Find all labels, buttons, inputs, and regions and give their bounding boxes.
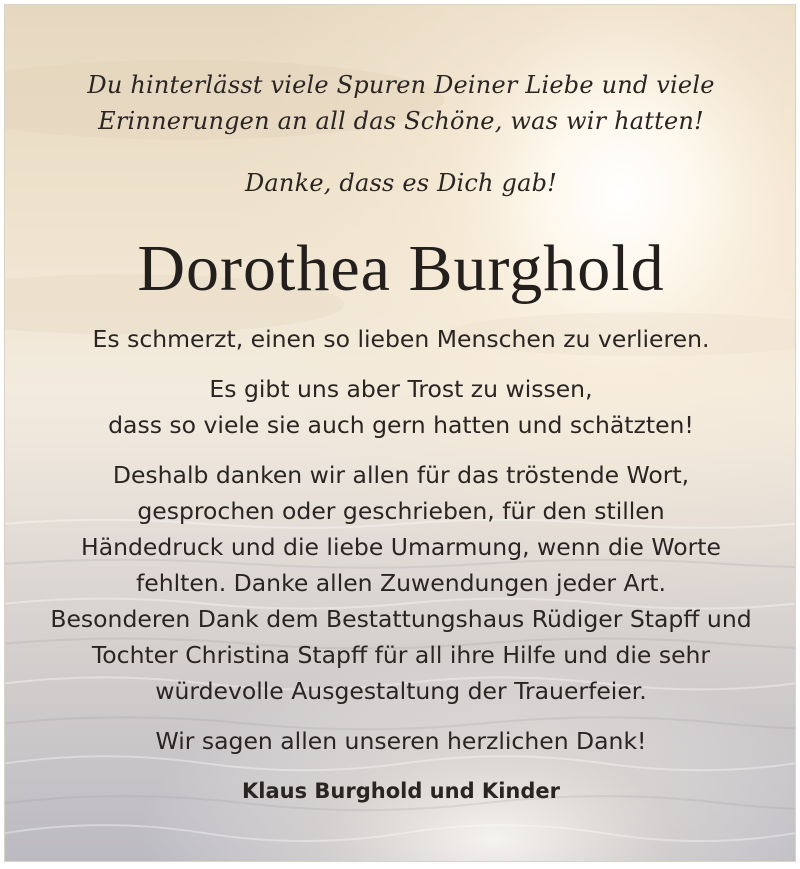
memorial-quote — [5, 67, 796, 139]
paragraph-line: Deshalb danken wir allen für das tröstende Wort, — [112, 461, 690, 489]
paragraph-grief — [5, 321, 796, 357]
paragraph-comfort — [5, 371, 796, 443]
paragraph-gratitude — [5, 457, 796, 709]
paragraph-line: Es schmerzt, einen so lieben Menschen zu verlieren. — [92, 325, 710, 353]
signature: Klaus Burghold und Kinder — [242, 779, 560, 803]
paragraph-line: Es gibt uns aber Trost zu wissen, — [209, 375, 593, 403]
thanks-line: Danke, dass es Dich gab! — [244, 169, 558, 197]
quote-line: Erinnerungen an all das Schöne, was wir hatten! — [98, 107, 704, 135]
deceased-name: Dorothea Burghold — [137, 232, 665, 305]
paragraph-closing — [5, 723, 796, 759]
quote-line: Du hinterlässt viele Spuren Deiner Liebe und viele — [87, 71, 715, 99]
obituary-card — [4, 4, 796, 862]
paragraph-line: Wir sagen allen unseren herzlichen Dank! — [155, 727, 647, 755]
paragraph-line: Händedruck und die liebe Umarmung, wenn die Worte — [81, 533, 721, 561]
paragraph-line: würdevolle Ausgestaltung der Trauerfeier. — [155, 677, 647, 705]
paragraph-line: dass so viele sie auch gern hatten und schätzten! — [108, 411, 694, 439]
paragraph-line: Tochter Christina Stapff für all ihre Hilfe und die sehr — [91, 641, 711, 669]
paragraph-line: gesprochen oder geschrieben, für den stillen — [137, 497, 665, 525]
paragraph-line: Besonderen Dank dem Bestattungshaus Rüdiger Stapff und — [50, 605, 752, 633]
paragraph-line: fehlten. Danke allen Zuwendungen jeder Art. — [136, 569, 666, 597]
